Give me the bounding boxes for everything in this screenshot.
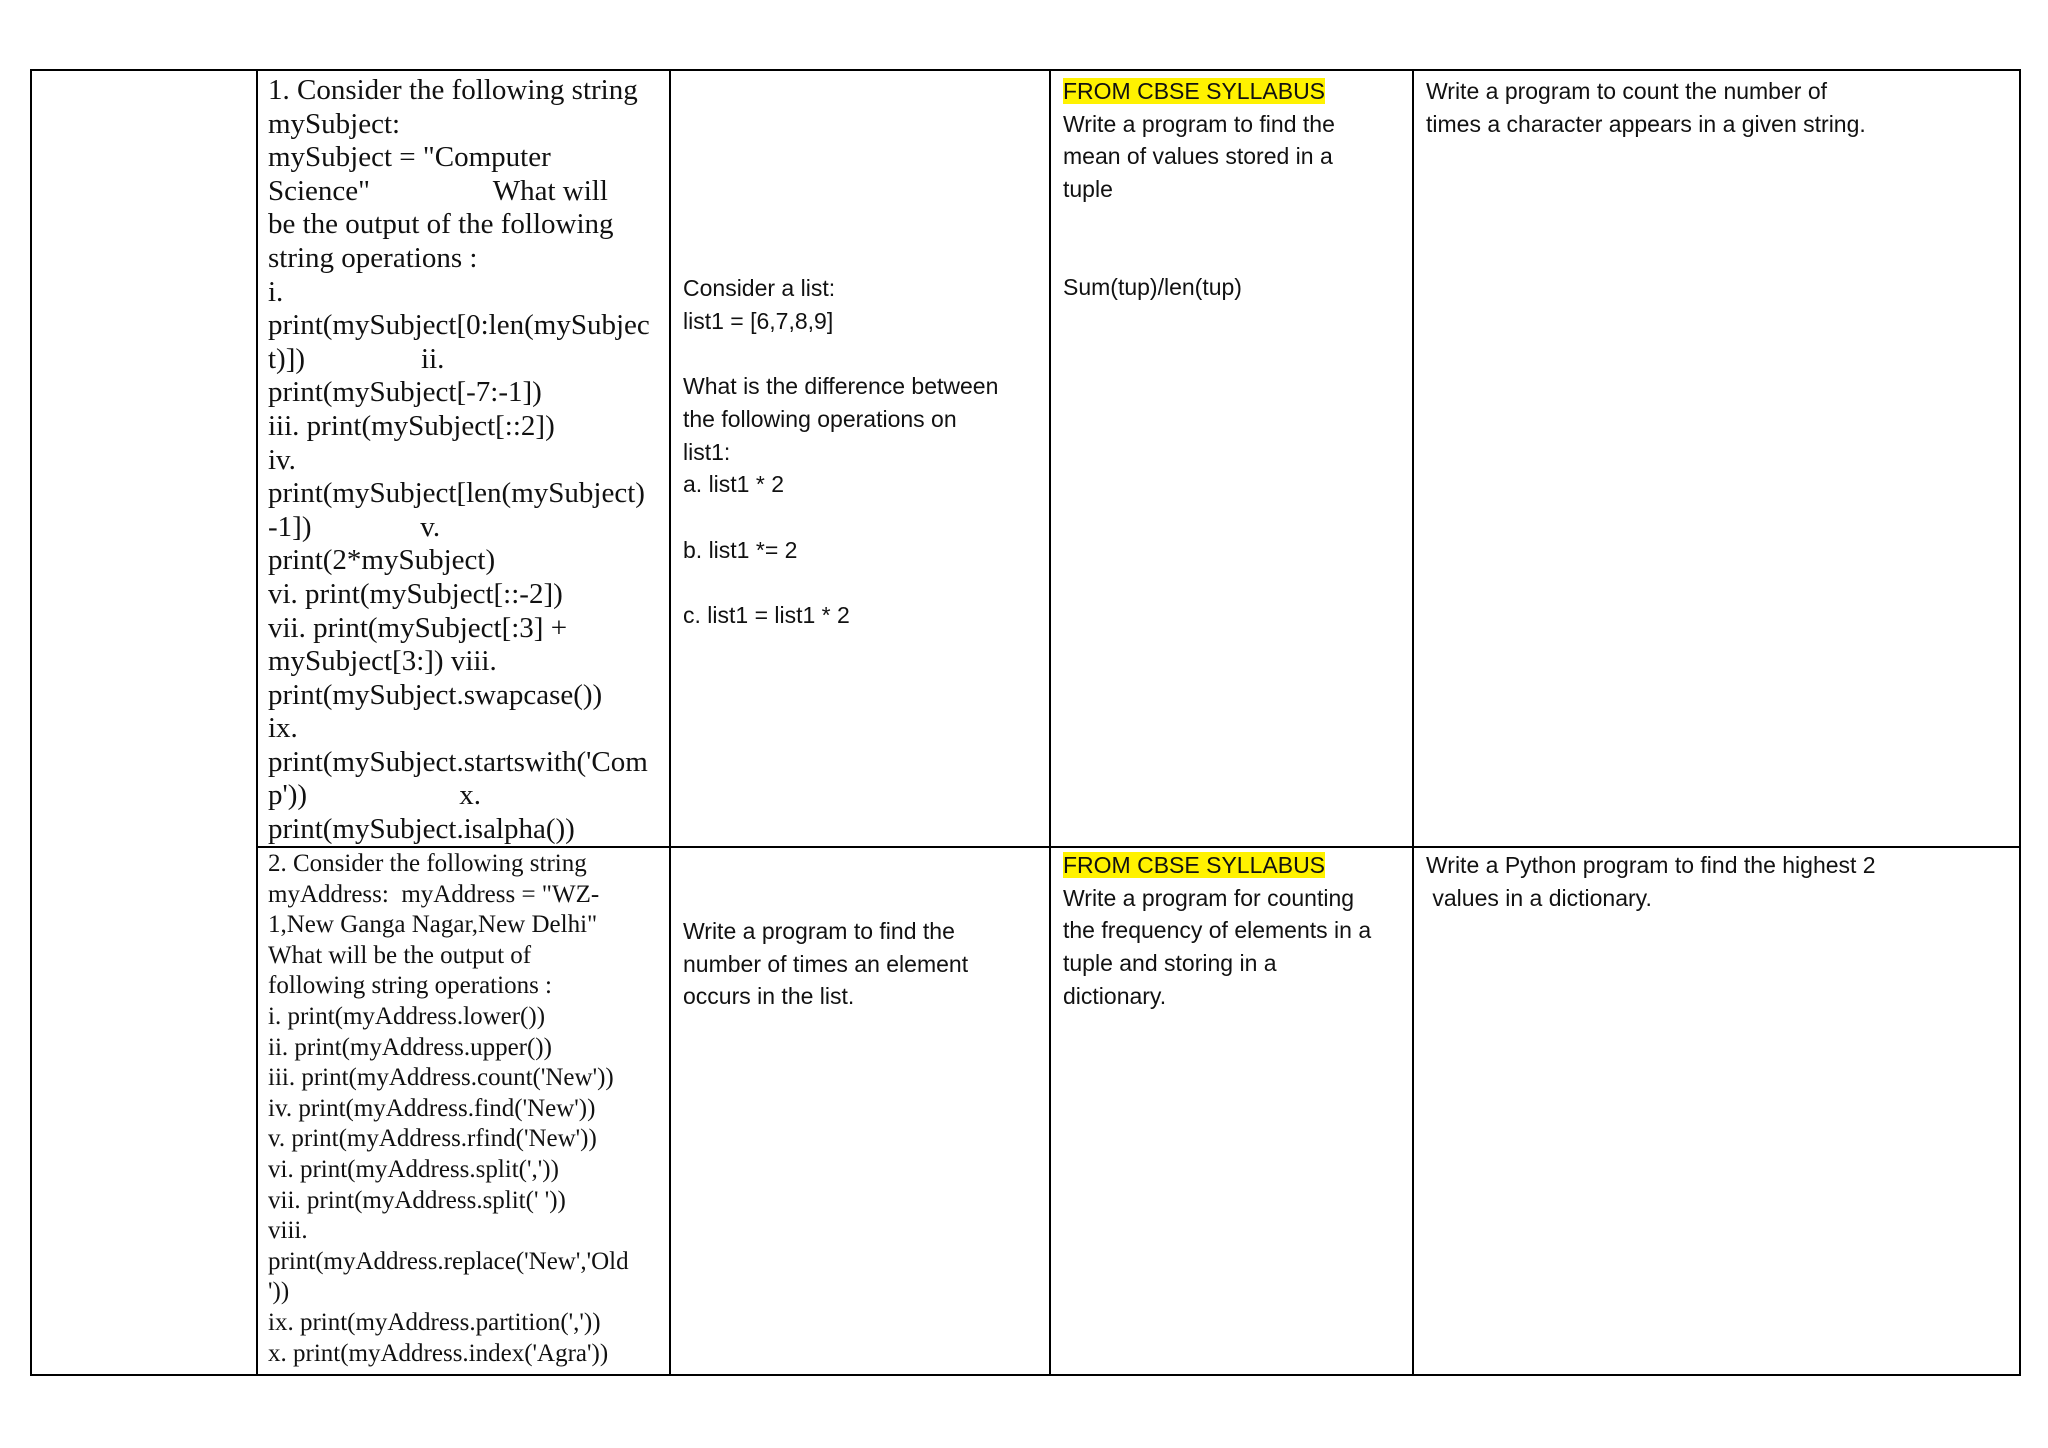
list-question-line: list1: [683, 438, 731, 465]
dictionary-highest-cell: Write a Python program to find the highest 2 values in a dictionary. [1426, 852, 1876, 911]
tuple-mean-cell: FROM CBSE SYLLABUS Write a program to find the mean of values stored in a tuple Sum(tup)/len(tup) [1063, 75, 1408, 304]
worksheet-table [30, 69, 2021, 1376]
list-definition-line: list1 = [6,7,8,9] [683, 307, 834, 334]
column-divider [669, 71, 671, 1374]
list-intro-line: Consider a list: [683, 275, 836, 301]
list-question-line: the following operations on [683, 405, 957, 432]
list-operations-cell [683, 272, 1043, 632]
tuple-frequency-cell: FROM CBSE SYLLABUS Write a program for counting the frequency of elements in a tuple and storing in a dictionary. [1063, 852, 1372, 1009]
cbse-syllabus-highlight: FROM CBSE SYLLABUS [1063, 78, 1326, 104]
list-question-line: What is the difference between [683, 373, 999, 400]
question-1-cell [268, 74, 668, 847]
cbse-syllabus-highlight: FROM CBSE SYLLABUS [1063, 852, 1326, 878]
question-2-cell: 2. Consider the following string myAddress: myAddress = "WZ- 1,New Ganga Nagar,New Delhi" What will be the output of following string operations : i. print(myAddress.lower()) ii. print(myAddress.upper()) iii. print(myAddress.count('New')) iv. print(myAddress.find('New')) v. print(myAddress.rfind('New')) vi. print(myAddress.split(',')) vii. print(myAddress.split(' ')) viii. print(myAddress.replace('New','Old ')) ix. print(myAddress.partition(',')) x. print(myAddress.index('Agra')) [268, 850, 629, 1367]
column-divider [1049, 71, 1051, 1374]
tuple-answer: Sum(tup)/len(tup) [1063, 274, 1242, 301]
column-divider [256, 71, 258, 1374]
list-option-c: c. list1 = list1 * 2 [683, 601, 850, 628]
question-1-text: 1. Consider the following string mySubject: mySubject = "Computer Science" What will be the output of the following string operations : i. print(mySubject[0:len(mySubjec t)]) ii. print(mySubject[-7:-1]) iii. print(mySubject[::2]) iv. print(mySubject[len(mySubject) -1]) v. print(2*mySubject) vi. print(mySubject[::-2]) vii. print(mySubject[:3] + mySubject[3:]) viii. print(mySubject.swapcase()) ix. print(mySubject.startswith('Com p')) x. print(mySubject.isalpha()) [268, 74, 650, 846]
char-count-cell: Write a program to count the number of times a character appears in a given string. [1426, 78, 1866, 137]
list-count-cell: Write a program to find the number of times an element occurs in the list. [683, 918, 969, 1010]
column-divider [1412, 71, 1414, 1374]
list-option-b: b. list1 *= 2 [683, 536, 798, 563]
list-option-a: a. list1 * 2 [683, 471, 784, 498]
